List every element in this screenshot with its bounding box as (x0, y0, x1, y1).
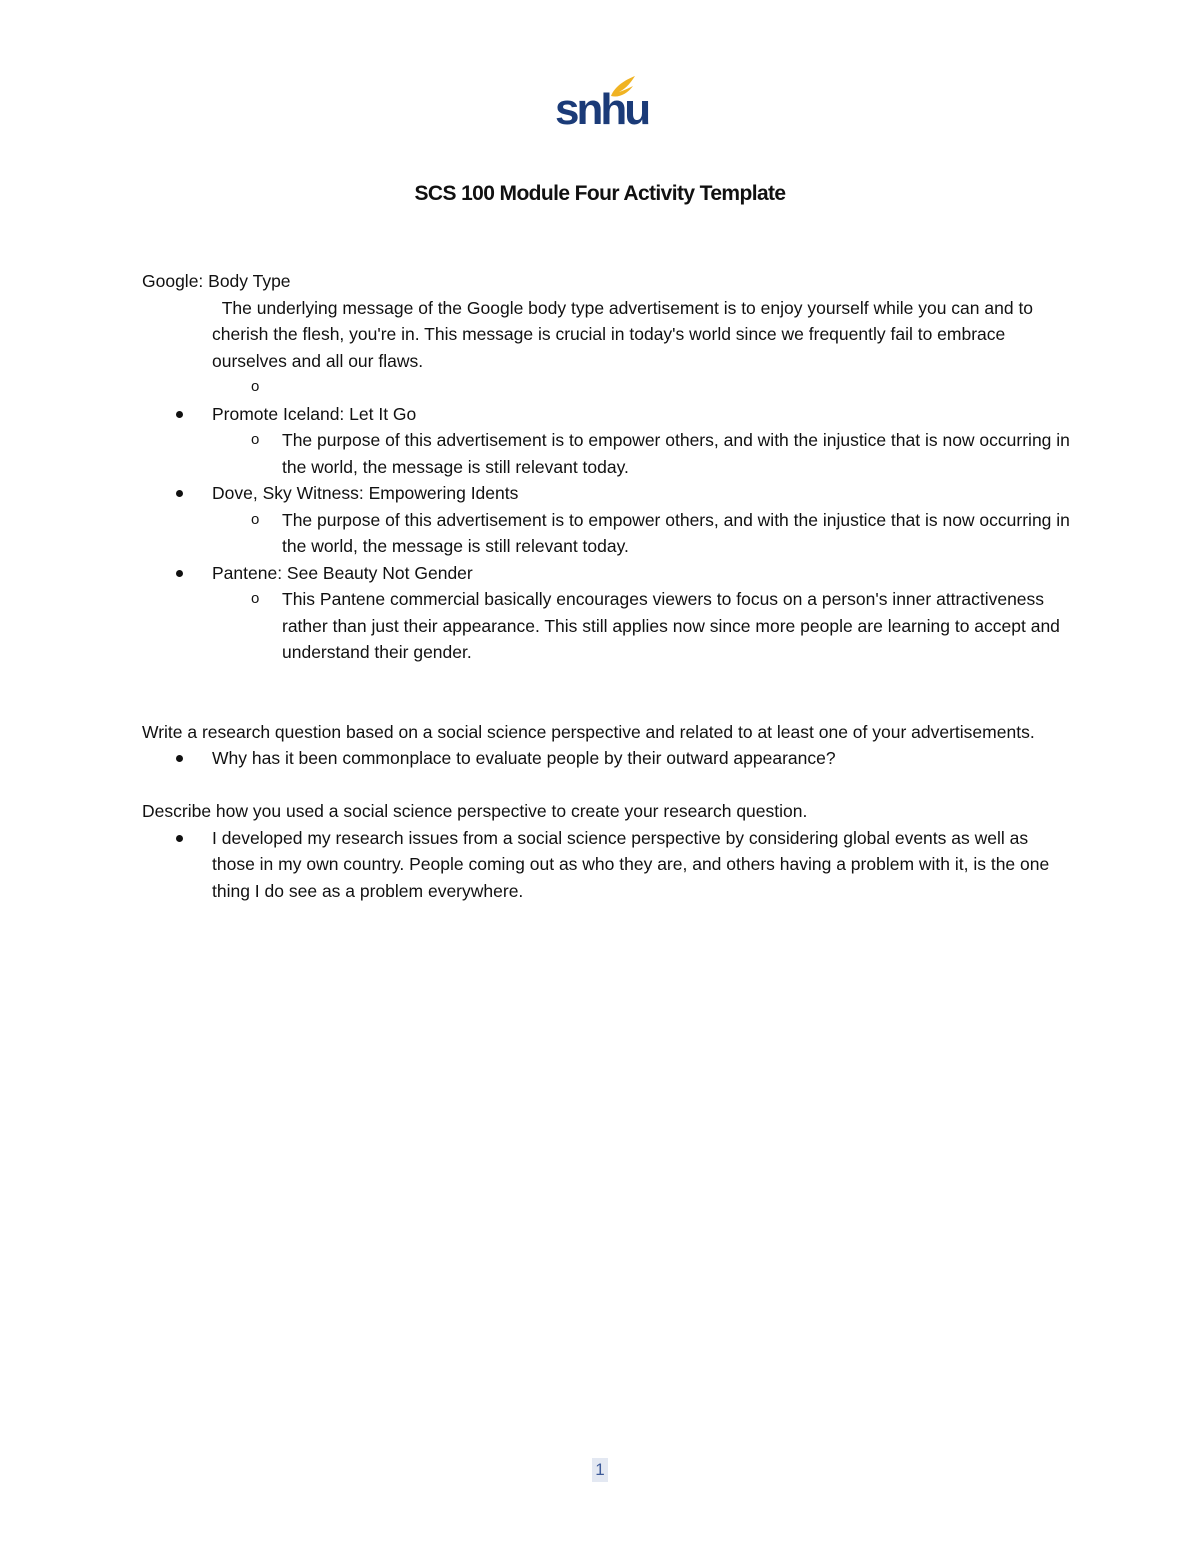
bullet-icon (176, 411, 183, 418)
ad-note: o The purpose of this advertisement is to empower others, and with the injustice that is now occurring in the world, the message is still relevant today. (142, 507, 1072, 560)
google-paragraph: The underlying message of the Google body type advertisement is to enjoy yourself while you can and to cherish the flesh, you're in. This message is crucial in today's world since we frequently fail to embrace ourselves and all our flaws. (212, 297, 1034, 371)
sub-bullet-icon: o (251, 431, 260, 448)
sub-bullet-icon: o (251, 590, 260, 607)
bullet-icon (176, 755, 183, 762)
ad-item (142, 480, 1072, 507)
sub-bullet-icon: o (251, 510, 260, 528)
research-prompt: Write a research question based on a social science perspective and related to at least one of your advertisements. (142, 721, 1035, 742)
ad-label: Promote Iceland: Let It Go (212, 403, 417, 424)
ad-label: Dove, Sky Witness: Empowering Idents (212, 483, 519, 503)
research-answer: Why has it been commonplace to evaluate people by their outward appearance? (142, 745, 1072, 772)
document-body (142, 268, 1072, 904)
ad-label: Pantene: See Beauty Not Gender (212, 562, 473, 583)
ad-note: o This Pantene commercial basically encourages viewers to focus on a person's inner attractiveness rather than just their appearance. This still applies now since more people are learning to accept and understand their gender. (142, 586, 1072, 666)
ad-item (142, 560, 1072, 587)
ad-note: o The purpose of this advertisement is to empower others, and with the injustice that is now occurring in the world, the message is still relevant today. (142, 427, 1072, 480)
page-number: 1 (592, 1458, 608, 1482)
empty-sub-bullet: o (251, 378, 260, 395)
ad-item (142, 401, 1072, 428)
snhu-logo (555, 74, 649, 134)
bullet-icon (176, 570, 183, 577)
logo-wordmark: snhu (555, 85, 649, 134)
document-title: SCS 100 Module Four Activity Template (414, 182, 786, 205)
bullet-icon (176, 835, 183, 842)
describe-prompt: Describe how you used a social science perspective to create your research question. (142, 801, 808, 821)
describe-answer: I developed my research issues from a social science perspective by considering global events as well as those in my own country. People coming out as who they are, and others having a problem with it, is the one thing I do see as a problem everywhere. (142, 825, 1072, 905)
google-heading: Google: Body Type (142, 271, 291, 291)
bullet-icon (176, 490, 183, 497)
